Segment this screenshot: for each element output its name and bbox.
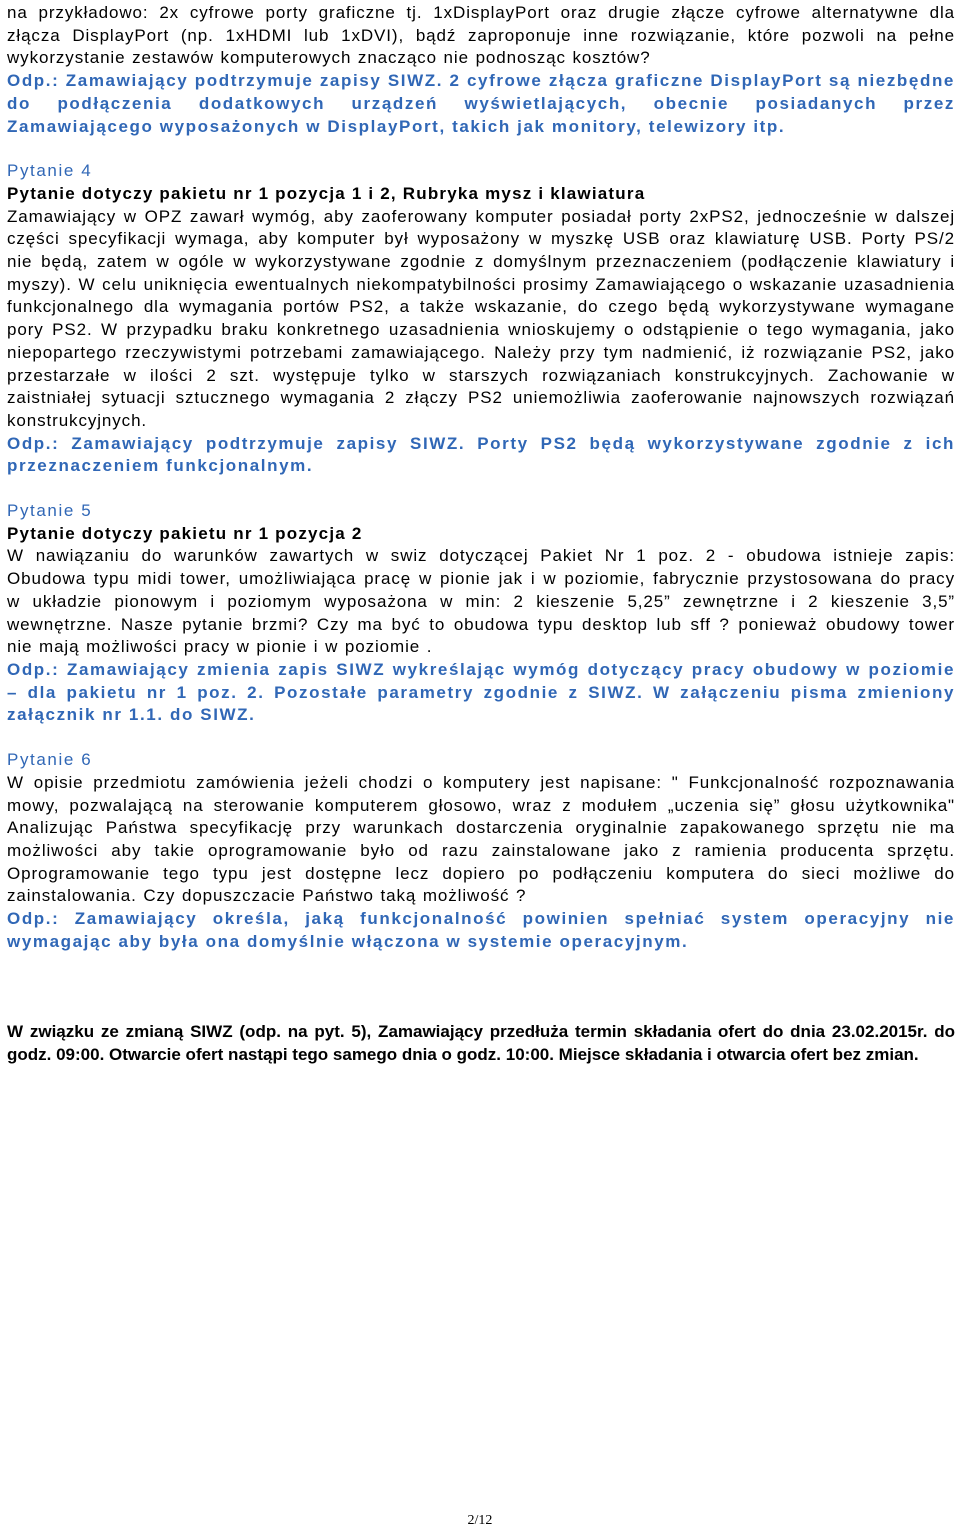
question-3-continuation: na przykładowo: 2x cyfrowe porty graficzne tj. 1xDisplayPort oraz drugie złącze cyfrowe alternatywne dla złącza DisplayPort (np. 1xHDMI lub 1xDVI), bądź zaproponuje inne rozwiązanie, które pozwoli na pełne wykorzystanie zestawów komputerowych znacząco nie podnosząc kosztów?	[7, 3, 955, 68]
closing-notice: W związku ze zmianą SIWZ (odp. na pyt. 5), Zamawiający przedłuża termin składania ofert do dnia 23.02.2015r. do godz. 09:00. Otwarcie ofert nastąpi tego samego dnia o godz. 10:00. Miejsce składania i otwarcia ofert bez zmian.	[7, 1022, 955, 1065]
answer-4: Odp.: Zamawiający podtrzymuje zapisy SIWZ. Porty PS2 będą wykorzystywane zgodnie z ich przeznaczeniem funkcjonalnym.	[7, 433, 955, 476]
question-6-body: W opisie przedmiotu zamówienia jeżeli chodzi o komputery jest napisane: " Funkcjonalność rozpoznawania mowy, pozwalającą na sterowanie komputerem głosowo, wraz z modułem „uczenia się” głosu użytkownika" Analizując Państwa specyfikację przy warunkach dostarczenia oryginalnie zapakowanego sprzętu nie ma możliwości aby takie oprogramowanie było od razu zainstalowane jako z ramienia producenta sprzętu. Oprogramowanie tego typu jest dostępne lecz dopiero po podłączeniu komputera do sieci możliwe do zainstalowania. Czy dopuszczacie Państwo taką możliwość ?	[7, 772, 955, 906]
question-5-title: Pytanie 5	[7, 501, 93, 521]
question-4-subtitle: Pytanie dotyczy pakietu nr 1 pozycja 1 i 2, Rubryka mysz i klawiatura	[7, 183, 646, 203]
question-6-title: Pytanie 6	[7, 750, 93, 770]
spacer	[7, 138, 955, 160]
spacer	[7, 478, 955, 500]
question-4-body: Zamawiający w OPZ zawarł wymóg, aby zaoferowany komputer posiadał porty 2xPS2, jednocześnie w dalszej części specyfikacji wymaga, aby komputer był wyposażony w myszkę USB oraz klawiaturę USB. Porty PS/2 nie będą, zatem w ogóle w wykorzystywane zgodnie z domyślnym przeznaczeniem (podłączenie klawiatury i myszy). W celu uniknięcia ewentualnych niekompatybilności prosimy Zamawiającego o wskazanie uzasadnienia funkcjonalnego dla wymagania portów PS2, a także wskazanie, do czego będą wykorzystywane wymagane pory PS2. W przypadku braku konkretnego uzasadnienia wnioskujemy o odstąpienie o tego wymagania, jako niepopartego rzeczywistymi potrzebami zamawiającego. Należy przy tym nadmienić, iż rozwiązanie PS2, jako przestarzałe w ilości 2 szt. występuje tylko w starszych rozwiązaniach konstrukcyjnych. Zachowanie w zaistniałej sytuacji sztucznego wymagania 2 złączy PS2 uniemożliwia zaoferowanie najnowszych rozwiązań konstrukcyjnych.	[7, 206, 955, 430]
answer-6: Odp.: Zamawiający określa, jaką funkcjonalność powinien spełniać system operacyjny nie wymagając aby była ona domyślnie włączona w systemie operacyjnym.	[7, 909, 955, 951]
spacer	[7, 727, 955, 749]
document-page	[7, 2, 955, 1067]
spacer	[7, 953, 955, 1021]
page-number: 2/12	[467, 1513, 493, 1528]
question-5-subtitle: Pytanie dotyczy pakietu nr 1 pozycja 2	[7, 523, 363, 543]
answer-3: Odp.: Zamawiający podtrzymuje zapisy SIWZ. 2 cyfrowe złącza graficzne DisplayPort są niezbędne do podłączenia dodatkowych urządzeń wyświetlających, obecnie posiadanych przez Zamawiającego wyposażonych w DisplayPort, takich jak monitory, telewizory itp.	[7, 71, 955, 136]
answer-5: Odp.: Zamawiający zmienia zapis SIWZ wykreślając wymóg dotyczący pracy obudowy w poziomie – dla pakietu nr 1 poz. 2. Pozostałe parametry zgodnie z SIWZ. W załączeniu pisma zmieniony załącznik nr 1.1. do SIWZ.	[7, 659, 955, 725]
question-4-title: Pytanie 4	[7, 161, 93, 181]
question-5-body: W nawiązaniu do warunków zawartych w swiz dotyczącej Pakiet Nr 1 poz. 2 - obudowa istnieje zapis: Obudowa typu midi tower, umożliwiająca pracę w pionie jak i w poziomie, fabrycznie przystosowana do pracy w układzie pionowym i poziomym wyposażona w min: 2 kieszenie 5,25” zewnętrzne i 2 kieszenie 3,5” wewnętrzne. Nasze pytanie brzmi? Czy ma być to obudowa typu desktop lub sff ? ponieważ obudowy tower nie mają możliwości pracy w pionie i w poziomie .	[7, 546, 955, 657]
